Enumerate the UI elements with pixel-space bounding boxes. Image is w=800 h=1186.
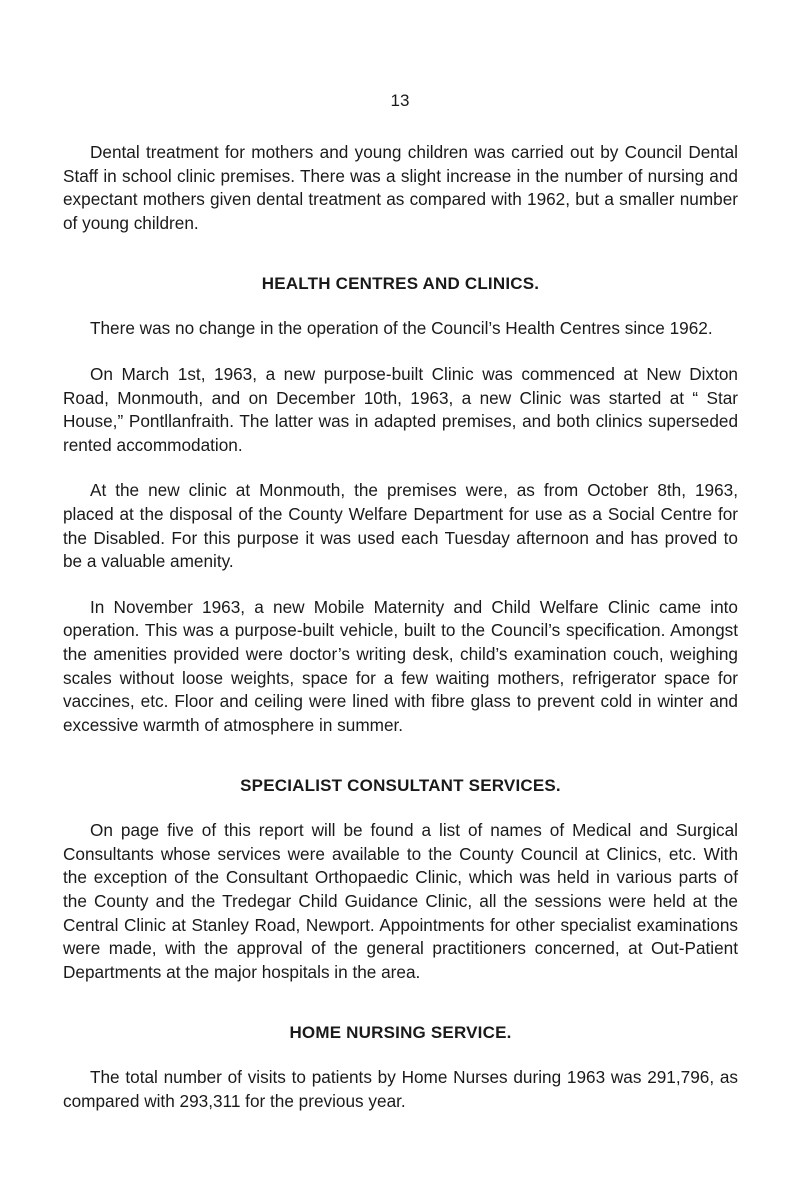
page-number: 13 [390, 91, 410, 110]
health-centres-paragraph-2: On March 1st, 1963, a new purpose-built Clinic was commenced at New Dixton Road, Monmouth, and on December 10th, 1963, a new Clinic was started at “ Star House,” Pontllanfraith. The latter was in adapted premises, and both clinics superseded rented accommodation. [63, 363, 738, 455]
specialist-heading: SPECIALIST CONSULTANT SERVICES. [240, 776, 561, 796]
health-centres-paragraph-3: At the new clinic at Monmouth, the premises were, as from October 8th, 1963, placed at the disposal of the County Welfare Department for use as a Social Centre for the Disabled. For this purpose it was used each Tuesday afternoon and has proved to be a valuable amenity. [63, 480, 738, 572]
home-nursing-heading: HOME NURSING SERVICE. [289, 1023, 512, 1043]
specialist-paragraph-1: On page five of this report will be found a list of names of Medical and Surgical Consultants whose services were available to the County Council at Clinics, etc. With the exception of the Consultant Orthopaedic Clinic, which was held in various parts of the County and the Tredegar Child Guidance Clinic, all the sessions were held at the Central Clinic at Stanley Road, Newport. Appointments for other specialist examinations were made, with the approval of the general practitioners concerned, at Out-Patient Departments at the major hospitals in the area. [63, 820, 738, 982]
intro-paragraph: Dental treatment for mothers and young children was carried out by Council Dental Staff in school clinic premises. There was a slight increase in the number of nursing and expectant mothers given dental treatment as compared with 1962, but a smaller number of young children. [63, 142, 738, 233]
health-centres-paragraph-4: In November 1963, a new Mobile Maternity and Child Welfare Clinic came into operation. This was a purpose-built vehicle, built to the Council’s specification. Amongst the amenities provided were doctor’s writing desk, child’s examination couch, weighing scales without loose weights, space for a few waiting mothers, refrigerator space for vaccines, etc. Floor and ceiling were lined with fibre glass to prevent cold in winter and excessive warmth of atmosphere in summer. [63, 596, 738, 735]
health-centres-heading: HEALTH CENTRES AND CLINICS. [261, 274, 540, 294]
document-body [63, 141, 738, 1114]
health-centres-paragraph-1: There was no change in the operation of the Council’s Health Centres since 1962. [90, 318, 713, 339]
home-nursing-paragraph-1: The total number of visits to patients by Home Nurses during 1963 was 291,796, as compared with 293,311 for the previous year. [63, 1067, 738, 1112]
